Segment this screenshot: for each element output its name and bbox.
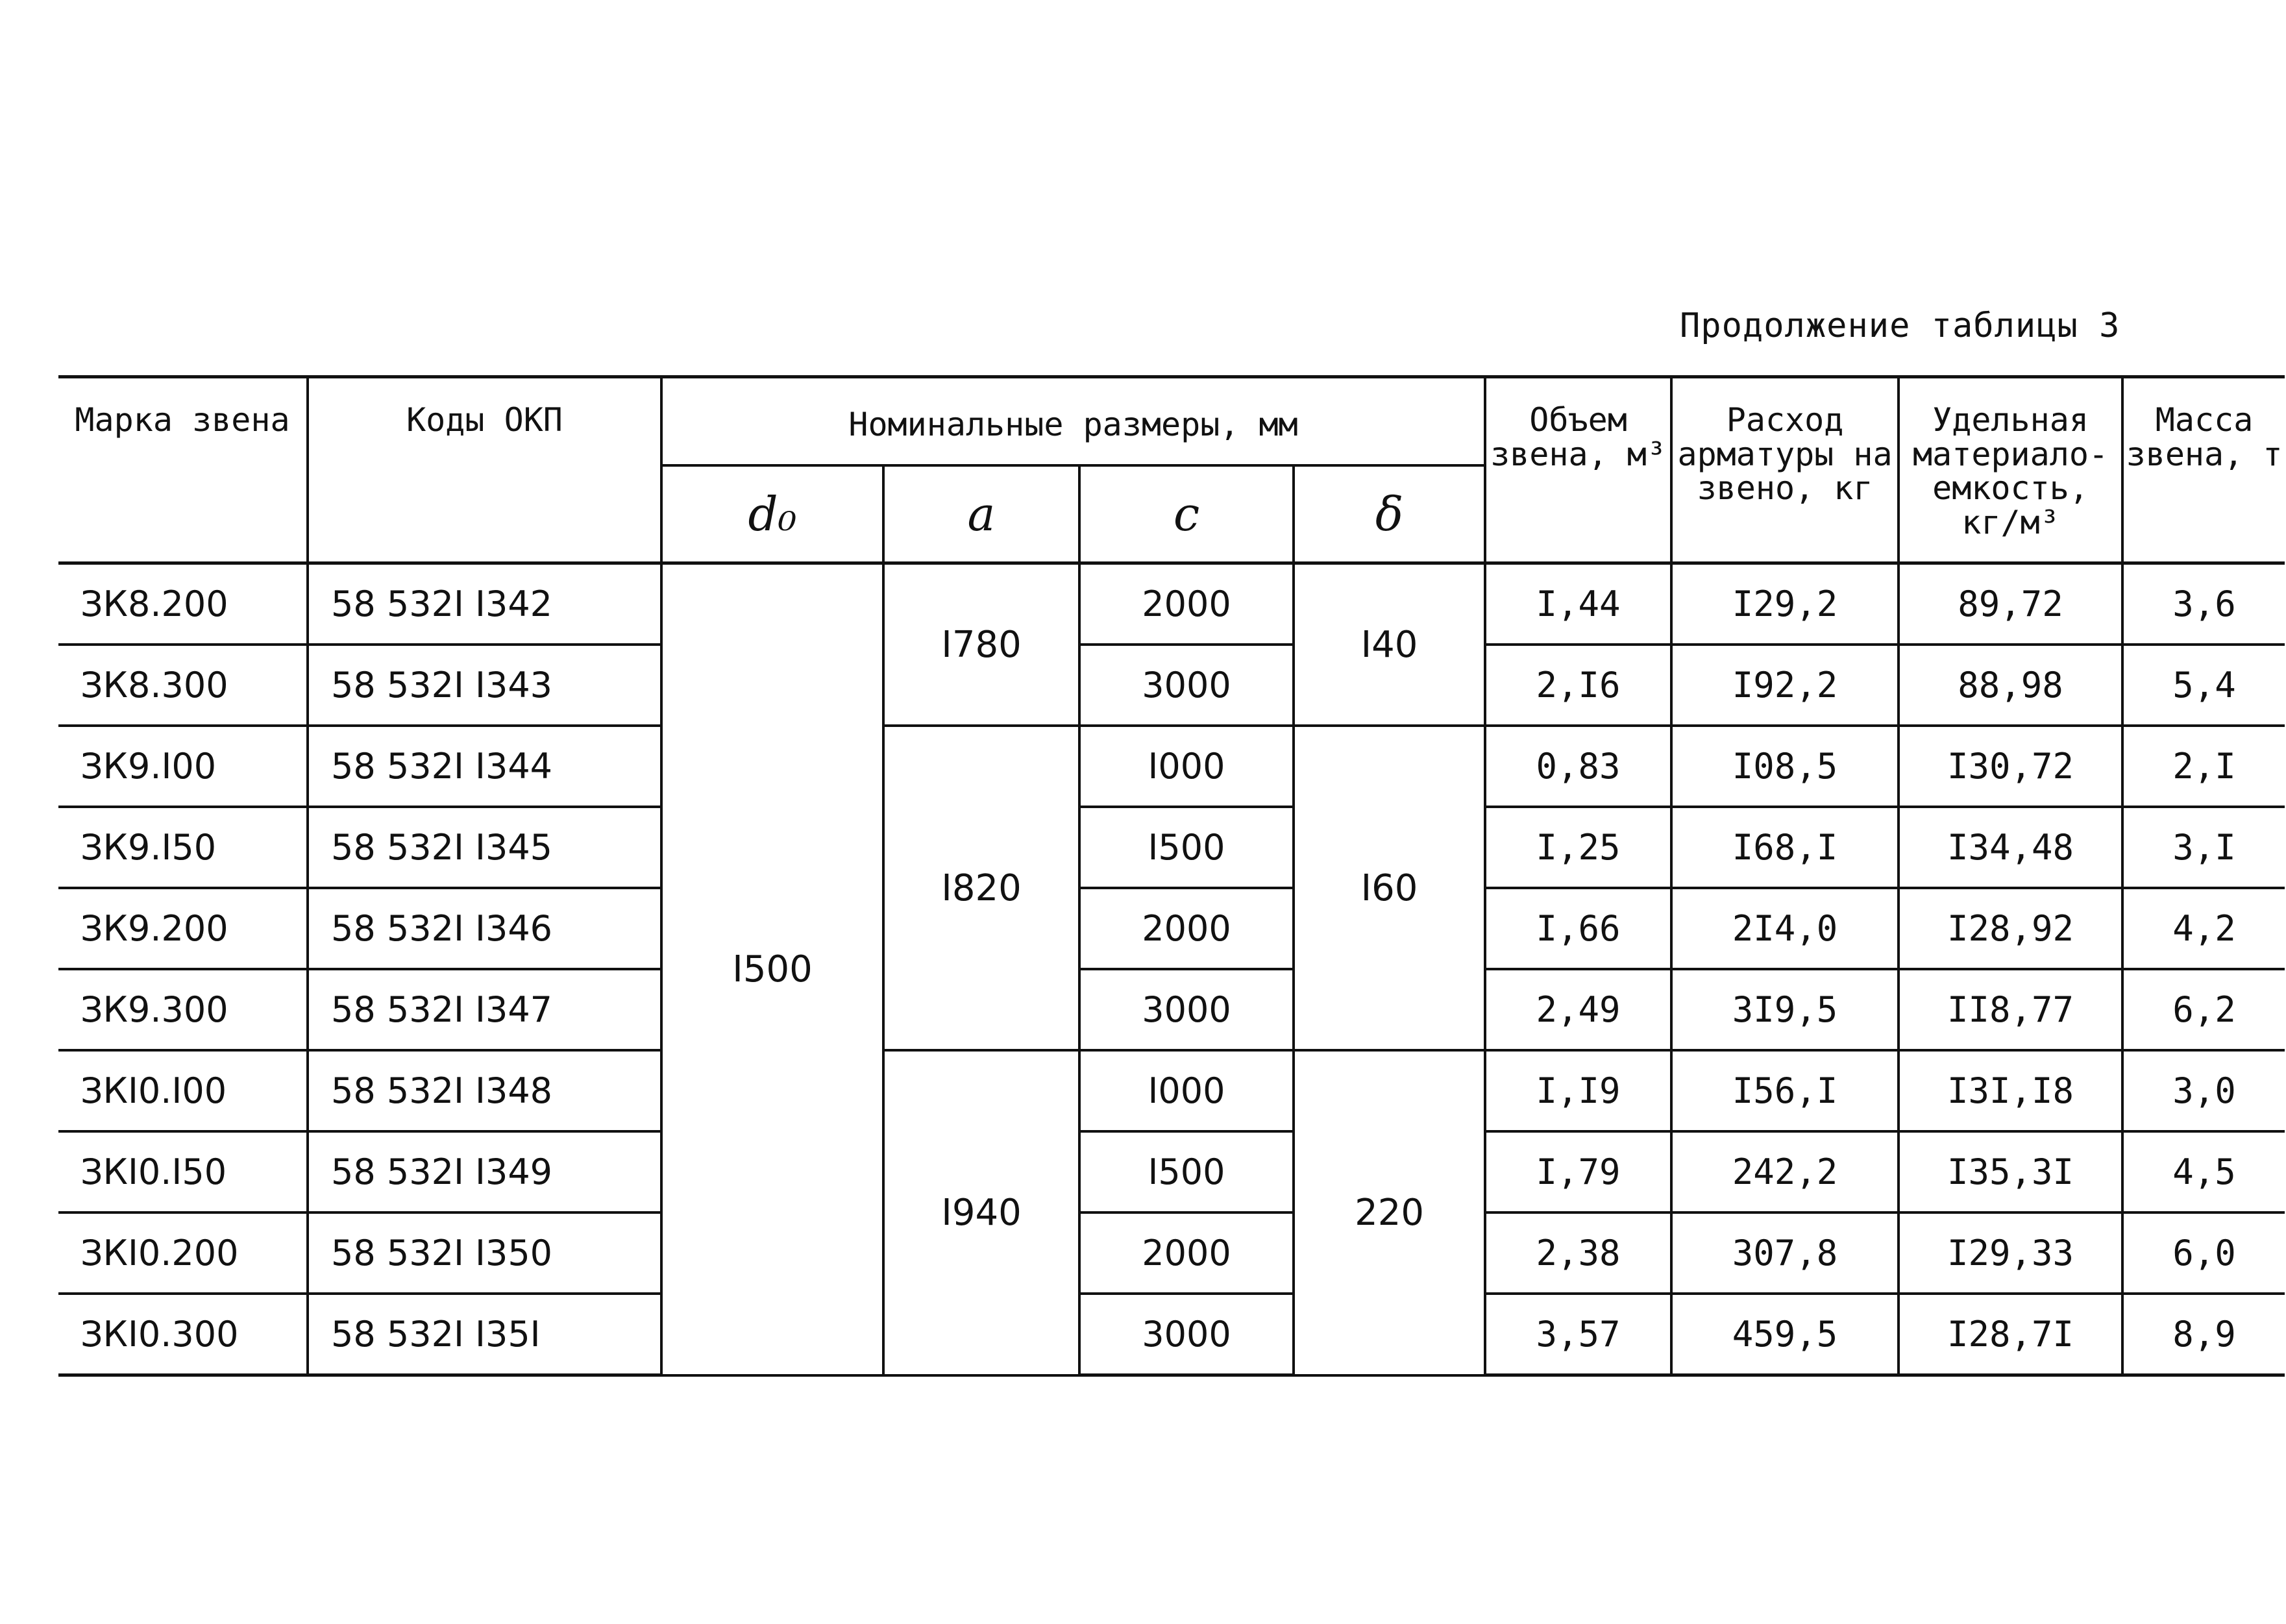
header-dimensions: Номинальные размеры, мм (661, 377, 1485, 466)
c-cell: I500 (1079, 807, 1294, 888)
steel-cell: I56,I (1671, 1050, 1899, 1131)
header-mark: Марка звена (58, 377, 308, 563)
mark-cell: ЗКI0.300 (58, 1294, 308, 1375)
mass-cell: 3,I (2122, 807, 2285, 888)
code-cell: 58 532I I35I (308, 1294, 661, 1375)
steel-cell: I08,5 (1671, 726, 1899, 807)
c-cell: 3000 (1079, 1294, 1294, 1375)
volume-cell: 2,38 (1485, 1212, 1671, 1294)
c-cell: 2000 (1079, 563, 1294, 645)
consumption-cell: I29,33 (1899, 1212, 2122, 1294)
table-caption: Продолжение таблицы 3 (1680, 306, 2120, 345)
steel-cell: I29,2 (1671, 563, 1899, 645)
c-cell: I000 (1079, 1050, 1294, 1131)
consumption-cell: I34,48 (1899, 807, 2122, 888)
volume-cell: 3,57 (1485, 1294, 1671, 1375)
consumption-cell: I30,72 (1899, 726, 2122, 807)
code-cell: 58 532I I347 (308, 969, 661, 1050)
mark-cell: ЗКI0.I50 (58, 1131, 308, 1212)
table-row (58, 1131, 2285, 1212)
steel-cell: 307,8 (1671, 1212, 1899, 1294)
table-row (58, 888, 2285, 969)
steel-cell: 459,5 (1671, 1294, 1899, 1375)
steel-cell: I92,2 (1671, 645, 1899, 726)
mark-cell: ЗК9.200 (58, 888, 308, 969)
consumption-cell: I35,3I (1899, 1131, 2122, 1212)
table-row (58, 969, 2285, 1050)
s-cell: I60 (1294, 726, 1485, 1050)
mark-cell: ЗК8.200 (58, 563, 308, 645)
mark-cell: ЗКI0.200 (58, 1212, 308, 1294)
table-row (58, 1050, 2285, 1131)
volume-cell: I,79 (1485, 1131, 1671, 1212)
table-row (58, 807, 2285, 888)
header-c: c (1079, 465, 1294, 563)
code-cell: 58 532I I350 (308, 1212, 661, 1294)
s-cell: I40 (1294, 563, 1485, 726)
code-cell: 58 532I I346 (308, 888, 661, 969)
a-cell: I940 (883, 1050, 1079, 1375)
d-cell: I500 (661, 563, 883, 1375)
mass-cell: 3,6 (2122, 563, 2285, 645)
header-steel: Расход арматуры на звено, кг (1671, 377, 1899, 563)
steel-cell: 2I4,0 (1671, 888, 1899, 969)
table-row (58, 1294, 2285, 1375)
volume-cell: I,25 (1485, 807, 1671, 888)
header-mass: Масса звена, т (2122, 377, 2285, 563)
volume-cell: 2,49 (1485, 969, 1671, 1050)
c-cell: 3000 (1079, 645, 1294, 726)
code-cell: 58 532I I342 (308, 563, 661, 645)
consumption-cell: I28,7I (1899, 1294, 2122, 1375)
header-a: a (883, 465, 1079, 563)
steel-cell: I68,I (1671, 807, 1899, 888)
mass-cell: 6,0 (2122, 1212, 2285, 1294)
mass-cell: 4,2 (2122, 888, 2285, 969)
a-cell: I820 (883, 726, 1079, 1050)
mass-cell: 3,0 (2122, 1050, 2285, 1131)
mass-cell: 8,9 (2122, 1294, 2285, 1375)
mark-cell: ЗКI0.I00 (58, 1050, 308, 1131)
mark-cell: ЗК9.I50 (58, 807, 308, 888)
volume-cell: I,I9 (1485, 1050, 1671, 1131)
table-row (58, 645, 2285, 726)
mark-cell: ЗК8.300 (58, 645, 308, 726)
header-d: d₀ (661, 465, 883, 563)
a-cell: I780 (883, 563, 1079, 726)
header-consumption: Удельная материало-емкость, кг/м³ (1899, 377, 2122, 563)
mass-cell: 6,2 (2122, 969, 2285, 1050)
steel-cell: 3I9,5 (1671, 969, 1899, 1050)
code-cell: 58 532I I348 (308, 1050, 661, 1131)
code-cell: 58 532I I345 (308, 807, 661, 888)
mark-cell: ЗК9.300 (58, 969, 308, 1050)
volume-cell: I,66 (1485, 888, 1671, 969)
code-cell: 58 532I I344 (308, 726, 661, 807)
code-cell: 58 532I I343 (308, 645, 661, 726)
c-cell: I000 (1079, 726, 1294, 807)
volume-cell: 2,I6 (1485, 645, 1671, 726)
mass-cell: 5,4 (2122, 645, 2285, 726)
c-cell: I500 (1079, 1131, 1294, 1212)
table-row (58, 563, 2285, 645)
specification-table (58, 375, 2285, 1377)
mark-cell: ЗК9.I00 (58, 726, 308, 807)
c-cell: 2000 (1079, 888, 1294, 969)
header-s: δ (1294, 465, 1485, 563)
consumption-cell: II8,77 (1899, 969, 2122, 1050)
consumption-cell: 89,72 (1899, 563, 2122, 645)
volume-cell: I,44 (1485, 563, 1671, 645)
c-cell: 3000 (1079, 969, 1294, 1050)
consumption-cell: I3I,I8 (1899, 1050, 2122, 1131)
c-cell: 2000 (1079, 1212, 1294, 1294)
consumption-cell: 88,98 (1899, 645, 2122, 726)
header-code: Коды ОКП (308, 377, 661, 563)
mass-cell: 4,5 (2122, 1131, 2285, 1212)
consumption-cell: I28,92 (1899, 888, 2122, 969)
steel-cell: 242,2 (1671, 1131, 1899, 1212)
code-cell: 58 532I I349 (308, 1131, 661, 1212)
volume-cell: 0,83 (1485, 726, 1671, 807)
header-volume: Объем звена, м³ (1485, 377, 1671, 563)
table-row (58, 1212, 2285, 1294)
table-row (58, 726, 2285, 807)
s-cell: 220 (1294, 1050, 1485, 1375)
mass-cell: 2,I (2122, 726, 2285, 807)
